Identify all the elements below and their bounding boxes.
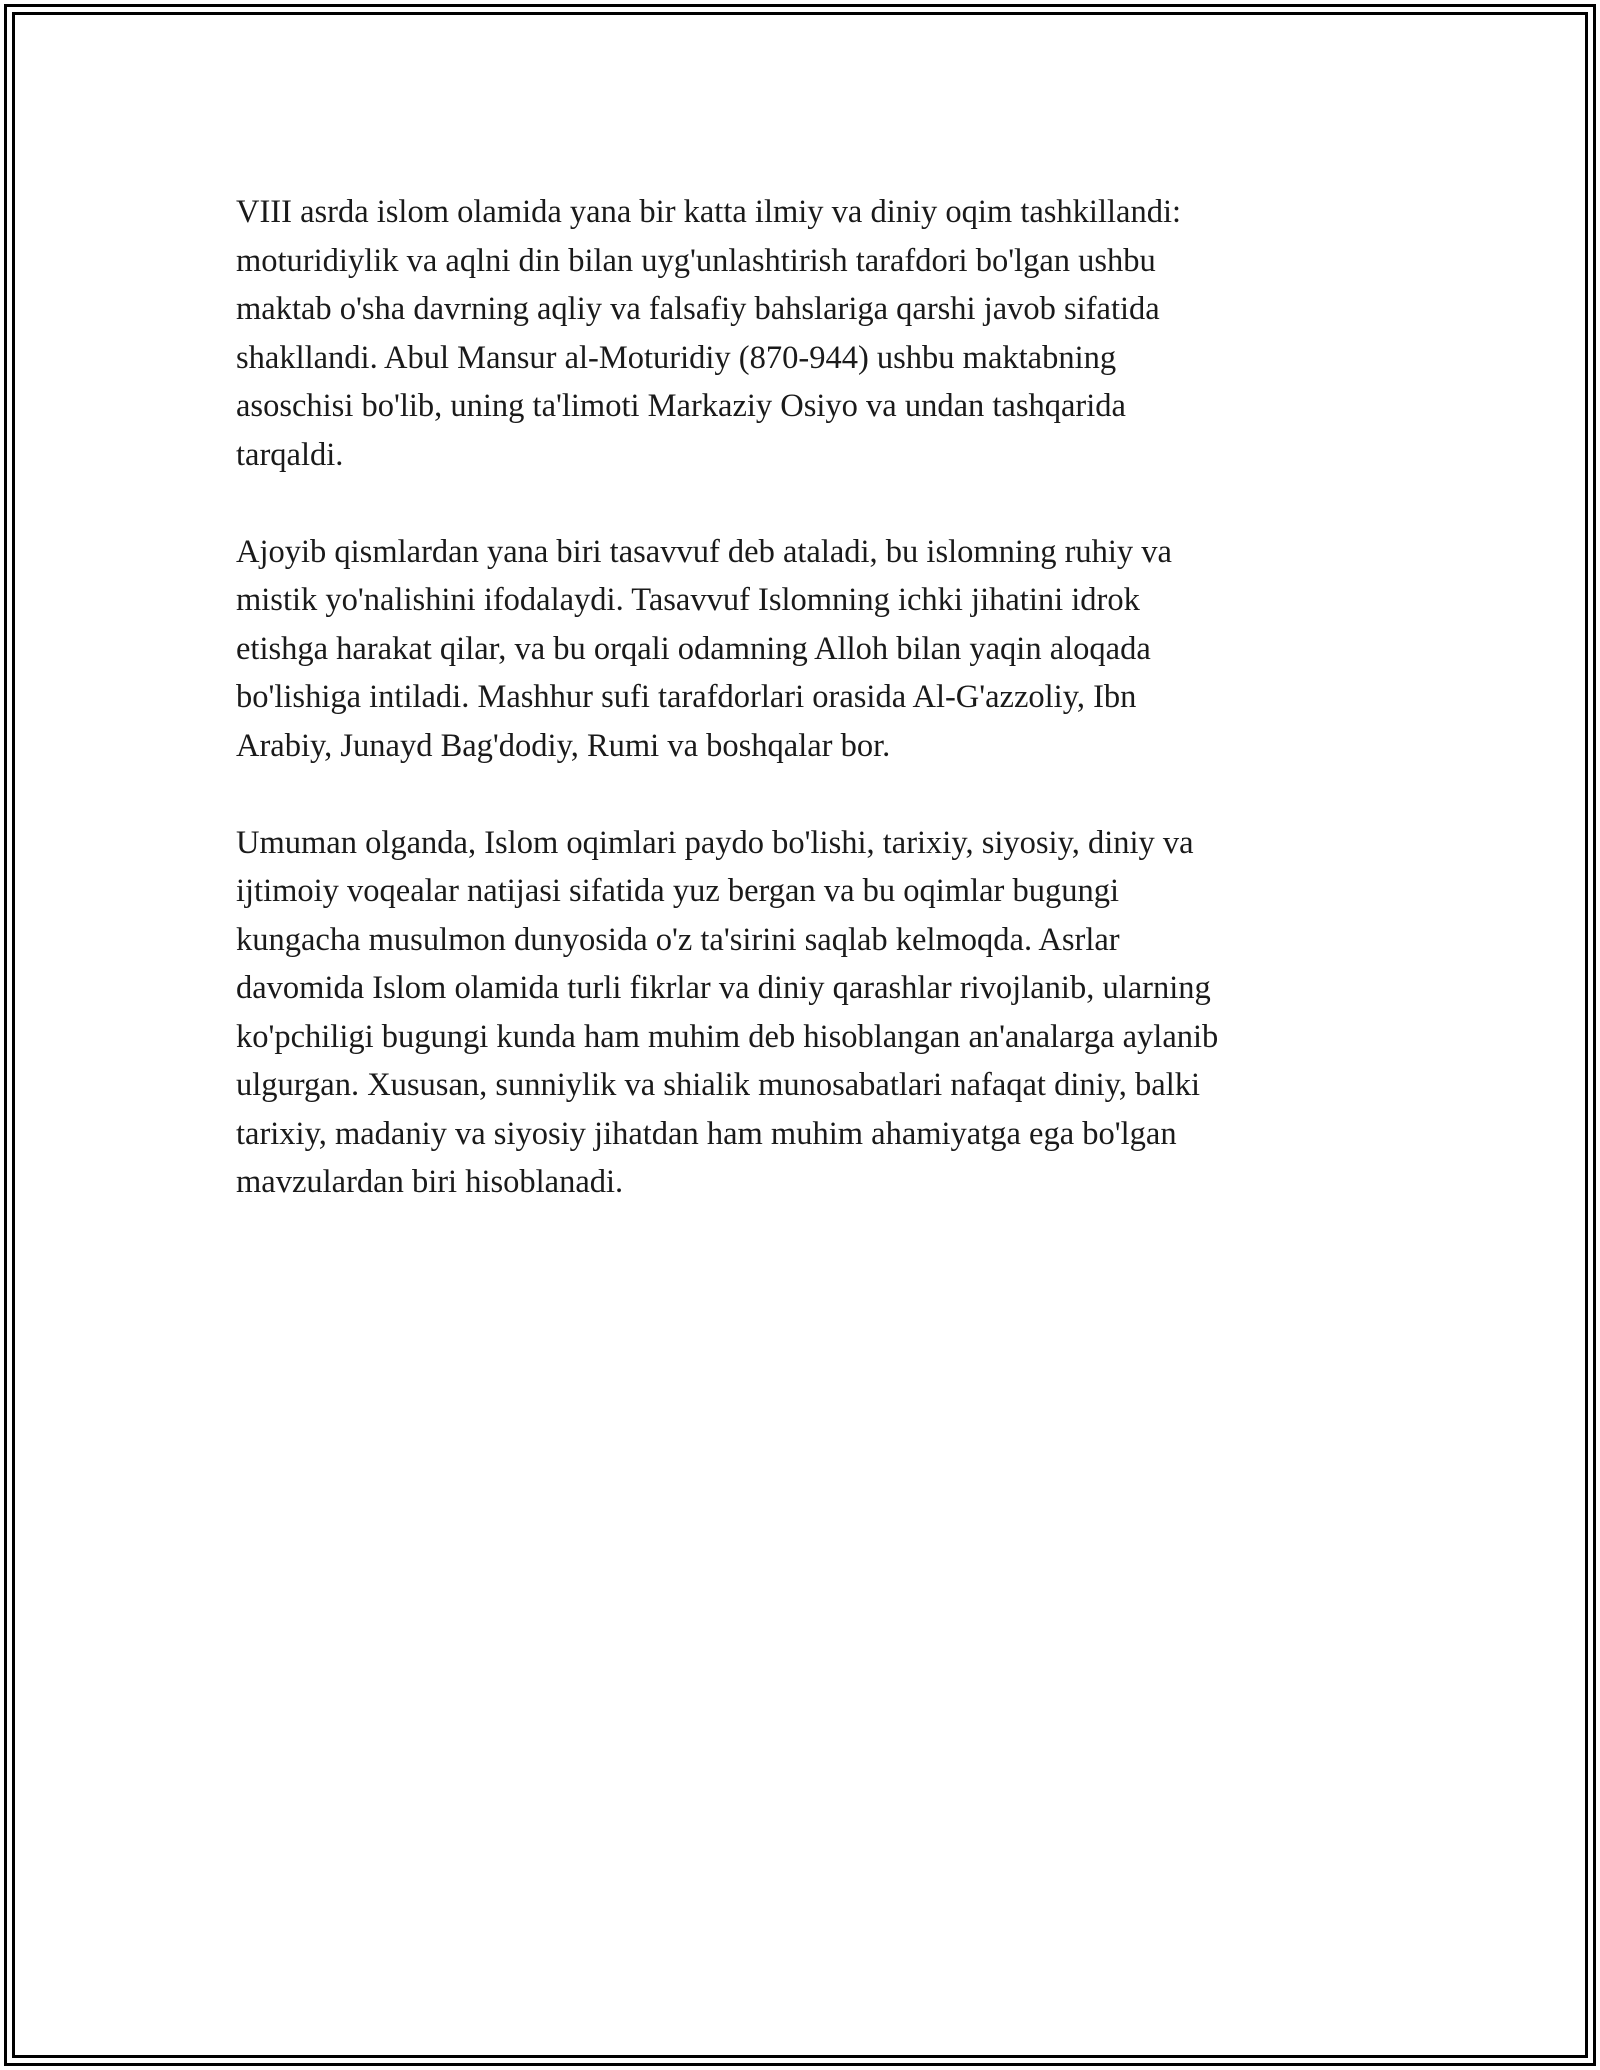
text-line: bo'lishiga intiladi. Mashhur sufi tarafdorlari orasida Al-G'azzoliy, Ibn [236,679,1137,715]
paragraph-moturidiylik [236,188,1356,479]
text-line: tarixiy, madaniy va siyosiy jihatdan ham muhim ahamiyatga ega bo'lgan [236,1115,1177,1152]
text-line: etishga harakat qilar, va bu orqali odamning Alloh bilan yaqin aloqada [236,630,1151,667]
text-line: tarqaldi. [236,436,344,473]
document-body [236,188,1356,1207]
text-line: mistik yo'nalishini ifodalaydi. Tasavvuf Islomning ichki jihatini idrok [236,582,1140,618]
text-line: ko'pchiligi bugungi kunda ham muhim deb hisoblangan an'analarga aylanib [236,1018,1219,1055]
text-line: VIII asrda islom olamida yana bir katta ilmiy va diniy oqim tashkillandi: [236,194,1182,230]
text-line: kungacha musulmon dunyosida o'z ta'sirini saqlab kelmoqda. Asrlar [236,921,1120,958]
text-line: maktab o'sha davrning aqliy va falsafiy bahslariga qarshi javob sifatida [236,291,1160,327]
text-line: davomida Islom olamida turli fikrlar va diniy qarashlar rivojlanib, ularning [236,970,1211,1006]
text-line: asoschisi bo'lib, uning ta'limoti Markaziy Osiyo va undan tashqarida [236,388,1126,424]
text-line: Ajoyib qismlardan yana biri tasavvuf deb ataladi, bu islomning ruhiy va [236,533,1172,570]
text-line: mavzulardan biri hisoblanadi. [236,1164,624,1200]
text-line: ijtimoiy voqealar natijasi sifatida yuz bergan va bu oqimlar bugungi [236,873,1120,909]
text-line: ulgurgan. Xususan, sunniylik va shialik munosabatlari nafaqat diniy, balki [236,1067,1201,1103]
paragraph-conclusion [236,819,1356,1207]
text-line: Arabiy, Junayd Bag'dodiy, Rumi va boshqalar bor. [236,727,891,764]
text-line: moturidiylik va aqlni din bilan uyg'unlashtirish tarafdori bo'lgan ushbu [236,242,1156,279]
text-line: Umuman olganda, Islom oqimlari paydo bo'lishi, tarixiy, siyosiy, diniy va [236,824,1194,861]
text-line: shakllandi. Abul Mansur al-Moturidiy (870-944) ushbu maktabning [236,339,1117,376]
paragraph-tasavvuf [236,528,1356,771]
